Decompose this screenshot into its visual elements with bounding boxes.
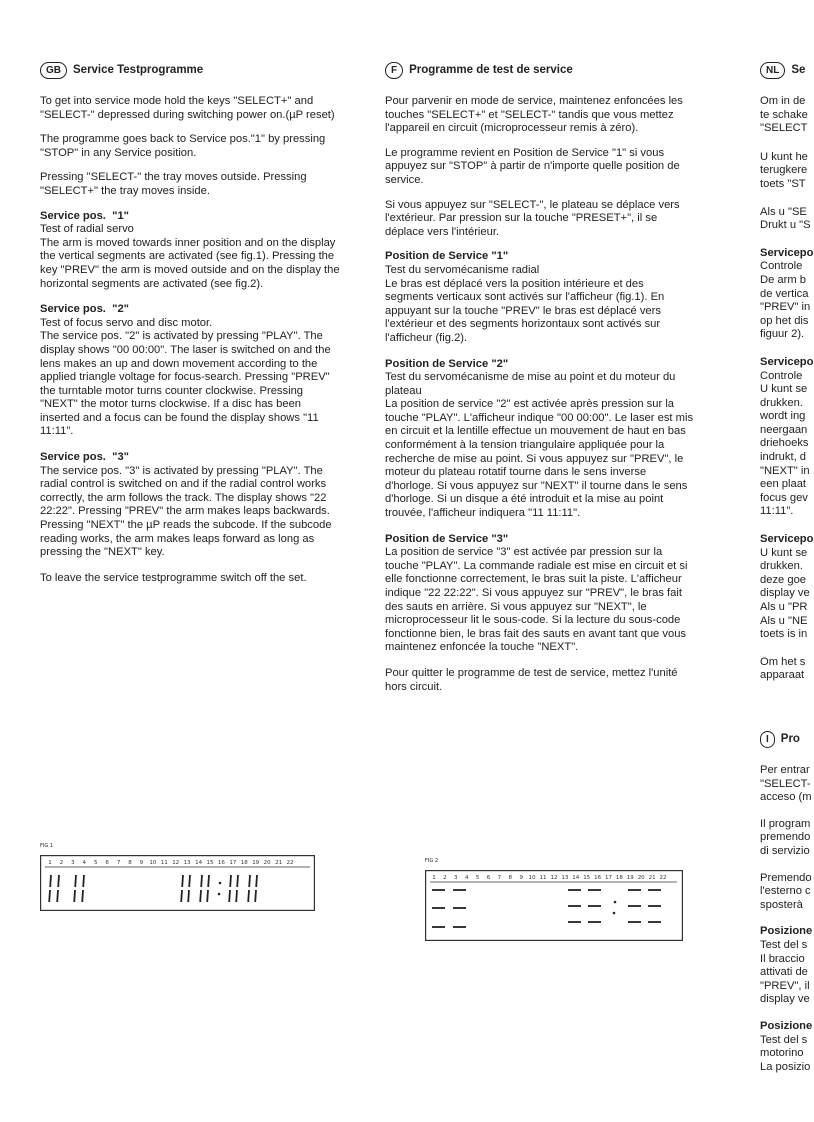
colon-dot: [219, 882, 222, 885]
intro-paragraph: Als u "SE Drukt u "S: [760, 205, 811, 232]
intro-paragraph: Il program premendo di servizio: [760, 817, 811, 857]
segment: [229, 890, 230, 902]
column-dutch: [760, 62, 814, 683]
segment: [49, 890, 50, 902]
service-pos-1-gb: [40, 210, 340, 292]
tick-label: 7: [116, 860, 121, 866]
tick-label: 21: [648, 875, 656, 881]
segment: [83, 875, 84, 887]
service-pos-2-gb: [40, 303, 340, 439]
tick-label: 13: [561, 875, 569, 881]
colon-dot: [613, 912, 616, 915]
tick-label: 3: [454, 875, 458, 881]
tick-label: 5: [93, 860, 98, 866]
section-body: Test del s motorino La posizio: [760, 1033, 811, 1073]
segment: [237, 875, 238, 887]
tick-label: 8: [508, 875, 513, 881]
segment: [82, 890, 83, 902]
section-body: Test of focus servo and disc motor. The service pos. "2" is activated by pressing "PLAY". The display shows "00 00:00". The laser is switched on and the lens makes an up and down movement according to the applied triangle voltage for focus-search. Pressing "PREV" the turntable motor turns counter clockwise. Pressing "NEXT" the motor turns clockwise. If a disc has been inserted and a focus can be found the display shows "11 11:11".: [40, 316, 331, 438]
tick-label: 3: [71, 860, 75, 866]
section-heading: Servicepo: [760, 246, 814, 259]
service-pos-2-it: [760, 1020, 814, 1074]
intro-paragraph: Premendo l'esterno c sposterà: [760, 871, 812, 911]
spacer: [760, 136, 814, 140]
section-heading: Position de Service "3": [385, 532, 509, 545]
section-heading: Service pos. "1": [40, 209, 129, 222]
service-pos-3-gb: [40, 451, 340, 560]
tick-label: 16: [594, 875, 602, 881]
title-text-it: Pro: [780, 732, 800, 745]
tick-label: 22: [659, 875, 667, 881]
tick-label: 2: [59, 860, 64, 866]
section-title-nl: [760, 62, 814, 79]
intro-paragraph: U kunt he terugkere toets "ST: [760, 150, 808, 190]
section-heading: Position de Service "2": [385, 357, 509, 370]
section-body: Controle U kunt se drukken. wordt ing neergaan driehoeks indrukt, d "NEXT" in een plaat focus gev 11:11".: [760, 369, 810, 518]
title-text-nl: Se: [791, 63, 806, 76]
tick-label: 13: [183, 860, 191, 866]
outro-paragraph: Pour quitter le programme de test de service, mettez l'unité hors circuit.: [385, 666, 678, 693]
tick-label: 19: [626, 875, 634, 881]
language-badge-gb: GB: [40, 62, 67, 79]
colon-dot: [218, 893, 221, 896]
segment: [207, 890, 208, 902]
service-pos-1-nl: [760, 247, 814, 342]
tick-label: 4: [82, 860, 87, 866]
outro-paragraph: Om het s apparaat: [760, 655, 806, 682]
tick-label: 1: [48, 860, 52, 866]
segment: [181, 890, 182, 902]
section-title-fr: [385, 62, 695, 79]
figure-1-label: FIG 1: [40, 843, 53, 849]
tick-label: 22: [286, 860, 294, 866]
figure-1-display: [40, 843, 315, 911]
tick-label: 20: [263, 860, 271, 866]
section-body: The service pos. "3" is activated by pressing "PLAY". The radial control is switched on and if the radial control works correctly, the arm follows the track. The display shows "22 22:22". Pressing "PREV" the arm makes leaps backwards. Pressing "NEXT" the µP reads the subcode. If the subcode reading works, the arm makes leaps forward as long as pressing the "NEXT" key.: [40, 464, 332, 559]
service-pos-1-it: [760, 925, 814, 1007]
tick-label: 7: [497, 875, 502, 881]
section-heading: Servicepo: [760, 355, 814, 368]
figure-2-lcd: [425, 870, 683, 941]
tick-label: 19: [252, 860, 260, 866]
tick-label: 6: [105, 860, 109, 866]
service-pos-1-fr: [385, 250, 695, 345]
section-body: Controle De arm b de vertica "PREV" in op het dis figuur 2).: [760, 260, 811, 341]
intro-paragraph: Pour parvenir en mode de service, maintenez enfoncées les touches "SELECT+" et "SELECT-" tandis que vous mettez l'appareil en circuit (microprocesseur remis à zéro).: [385, 95, 683, 135]
tick-label: 15: [206, 860, 214, 866]
tick-label: 11: [160, 860, 168, 866]
intro-paragraph: Pressing "SELECT-" the tray moves outside. Pressing "SELECT+" the tray moves inside.: [40, 171, 307, 197]
segment: [230, 875, 231, 887]
segment: [249, 875, 250, 887]
section-heading: Servicepo: [760, 533, 814, 546]
section-heading: Service pos. "2": [40, 303, 129, 316]
tick-label: 12: [172, 860, 180, 866]
tick-label: 12: [550, 875, 558, 881]
section-body: Test of radial servo The arm is moved towards inner position and on the display the vertical segments are activated (see fig.1). Pressing the key "PREV" the arm is moved outside and on the display the horizontal segments are activated (see fig.2).: [40, 223, 340, 290]
column-italian: [760, 731, 814, 1074]
segment: [75, 875, 76, 887]
segment: [58, 875, 59, 887]
section-body: La position de service "3" est activée par pression sur la touche "PLAY". La commande radiale est mise en circuit et si elle fonctionne correctement, le bras suit la piste. L'afficheur indique "22 22:22". Si vous appuyez sur "PREV", le bras fait des sauts en arrière. Si vous appuyez sur "NEXT", le microprocesseur lit le sous-code. Si la lecture du sous-code fonctionne bien, le bras fait des sauts en avant tant que vous maintenez enfoncée la touche "NEXT".: [385, 546, 688, 654]
section-body: Test del s Il braccio attivati de "PREV", il display ve: [760, 938, 810, 1006]
tick-label: 17: [229, 860, 237, 866]
column-english: [40, 62, 340, 596]
language-badge-it: I: [760, 731, 775, 748]
tick-label: 2: [443, 875, 447, 881]
segment: [57, 890, 58, 902]
tick-label: 18: [240, 860, 248, 866]
tick-label: 5: [475, 875, 480, 881]
segment: [188, 890, 189, 902]
tick-label: 10: [149, 860, 157, 866]
lcd-frame: [426, 871, 683, 941]
tick-label: 1: [432, 875, 436, 881]
segment: [182, 875, 183, 887]
segment: [236, 890, 237, 902]
intro-paragraph: Per entrar "SELECT- acceso (m: [760, 764, 812, 804]
tick-label: 15: [583, 875, 591, 881]
service-pos-3-fr: [385, 533, 695, 655]
intro-paragraph: Le programme revient en Position de Service "1" si vous appuyez sur "STOP" à partir de n'importe quelle position de service.: [385, 146, 680, 186]
language-badge-nl: NL: [760, 62, 785, 79]
title-text-fr: Programme de test de service: [409, 63, 573, 76]
intro-paragraph: Si vous appuyez sur "SELECT-", le plateau se déplace vers l'extérieur. Par pression sur la touche "PRESET+", il se déplace vers l'intérieur.: [385, 198, 680, 238]
section-title-it: [760, 731, 814, 748]
language-badge-fr: F: [385, 62, 403, 79]
intro-paragraph: To get into service mode hold the keys "SELECT+" and "SELECT-" depressed during switching power on.(µP reset): [40, 95, 335, 121]
column-french: [385, 62, 695, 705]
tick-label: 9: [139, 860, 144, 866]
colon-dot: [614, 901, 617, 904]
segment: [255, 890, 256, 902]
section-heading: Posizione: [760, 1019, 813, 1032]
segment: [200, 890, 201, 902]
intro-paragraph: The programme goes back to Service pos."1" by pressing "STOP" in any Service position.: [40, 133, 326, 159]
intro-paragraph: Om in de te schake "SELECT: [760, 95, 808, 135]
tick-label: 21: [275, 860, 283, 866]
section-heading: Position de Service "1": [385, 250, 509, 263]
figure-2-label: FIG 2: [425, 858, 438, 864]
tick-label: 9: [519, 875, 523, 881]
service-pos-2-fr: [385, 358, 695, 521]
service-pos-2-nl: [760, 356, 814, 519]
section-body: Test du servomécanisme de mise au point et du moteur du plateau La position de service "2" est activée après pression sur la touche "PLAY". L'afficheur indique "00 00:00". Le laser est mis en circuit et la lentille effectue un mouvement de haut en bas conformément à la tension triangulaire appliquée pour la recherche de mise au point. Si vous appuyez sur "PREV", le moteur du plateau rotatif tourne dans le sens inverse d'horloge. Si vous appuyez sur "NEXT" il tourne dans le sens d'horloge. Si un disque a été introduit et la mise au point trouvée, l'afficheur indiquera "11 11:11".: [385, 371, 694, 520]
section-title-gb: [40, 62, 340, 79]
section-body: Test du servomécanisme radial Le bras est déplacé vers la position intérieure et des segments verticaux sont activés sur l'afficheur (fig.1). En appuyant sur la touche "PREV" le bras est déplacé vers l'extérieur et des segments horizontaux sont activés sur l'afficheur (fig.2).: [385, 263, 665, 344]
tick-label: 10: [528, 875, 536, 881]
tick-label: 20: [637, 875, 645, 881]
tick-label: 4: [464, 875, 469, 881]
tick-label: 14: [195, 860, 203, 866]
section-heading: Posizione: [760, 925, 813, 938]
segment: [208, 875, 209, 887]
tick-label: 16: [217, 860, 225, 866]
section-body: U kunt se drukken. deze goe display ve Als u "PR Als u "NE toets is in: [760, 546, 810, 641]
tick-label: 17: [605, 875, 612, 881]
tick-label: 11: [539, 875, 547, 881]
figure-1-lcd: [40, 855, 315, 911]
outro-paragraph: To leave the service testprogramme switch off the set.: [40, 571, 307, 584]
service-pos-3-nl: [760, 533, 814, 642]
segment: [248, 890, 249, 902]
figure-2-display: [425, 858, 683, 941]
tick-label: 18: [615, 875, 623, 881]
segment: [74, 890, 75, 902]
section-heading: Service pos. "3": [40, 451, 129, 464]
segment: [201, 875, 202, 887]
segment: [256, 875, 257, 887]
tick-label: 8: [128, 860, 132, 866]
segment: [189, 875, 190, 887]
tick-label: 14: [572, 875, 580, 881]
title-text-gb: Service Testprogramme: [73, 63, 204, 76]
segment: [50, 875, 51, 887]
tick-label: 6: [486, 875, 491, 881]
